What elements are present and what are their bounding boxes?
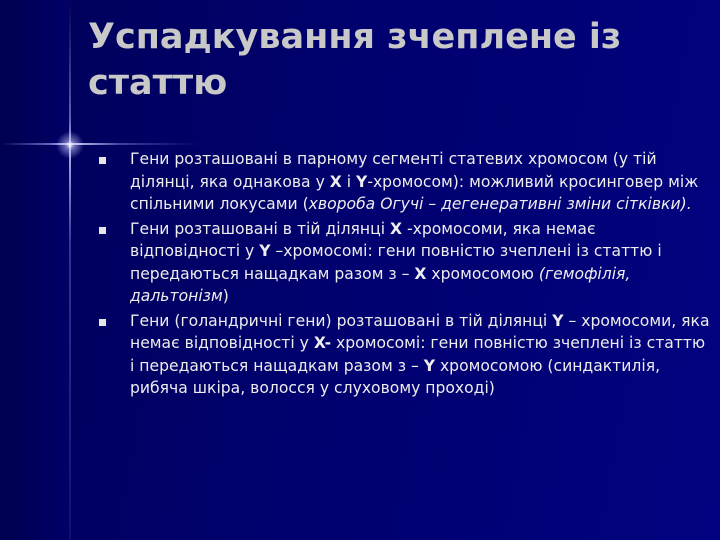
bullet-run: хвороба Огучі – дегенеративні зміни сітківки). [308,195,692,213]
bullet-run: Y [552,311,564,330]
bullet-run: X- [313,334,332,352]
bullet-run: X [329,172,342,191]
bullet-run: Y [423,356,435,375]
square-bullet-icon [99,319,106,326]
sparkle-icon [56,131,84,159]
bullet-list [90,148,710,400]
bullet-run: -хромосом): можливий кросинговер між спільними локусами ( [130,172,699,213]
bullet-run: ) [222,287,229,305]
bullet-run: хромосомі: гени повністю зчеплені із статтю і передаються нащадкам разом з – [130,334,706,375]
bullet-run: – хромосоми, яка немає відповідності у [130,311,710,352]
slide-title: Успадкування зчеплене із статтю [88,17,622,103]
bullet-run: Гени розташовані в парному сегменті статевих хромосом (у тій ділянці, яка однакова у [130,150,657,191]
bullet-run: X [390,219,403,238]
bullet-text [130,150,698,213]
left-band [0,0,68,540]
square-bullet-icon [99,227,106,234]
bullet-run: хромосомою (синдактилія, рибяча шкіра, волосся у слуховому проході) [130,356,661,397]
bullet-text [130,220,662,306]
bullet-run: Гени (голандричні гени) розташовані в тій ділянці [130,311,553,330]
bullet-run: Гени розташовані в тій ділянці [130,219,391,238]
bullet-run: Y [259,242,271,260]
bullet-item-1 [90,148,710,216]
bullet-run: (гемофілія, дальтонізм [130,264,631,305]
bullet-item-3 [90,310,710,400]
glow-line-vertical [69,0,71,540]
bullet-run: X [414,264,427,283]
bullet-run: і [341,172,357,191]
bullet-run: -хромосоми, яка немає відповідності у [130,219,596,260]
square-bullet-icon [99,157,106,164]
bullet-text [130,312,710,398]
bullet-run: Y [356,172,368,191]
bullet-run: –хромосомі: гени повністю зчеплені із статтю і передаються нащадкам разом з – [130,242,662,283]
bullet-run: хромосомою [426,264,539,283]
bullet-item-2 [90,218,710,308]
glow-line-horizontal [0,143,200,145]
